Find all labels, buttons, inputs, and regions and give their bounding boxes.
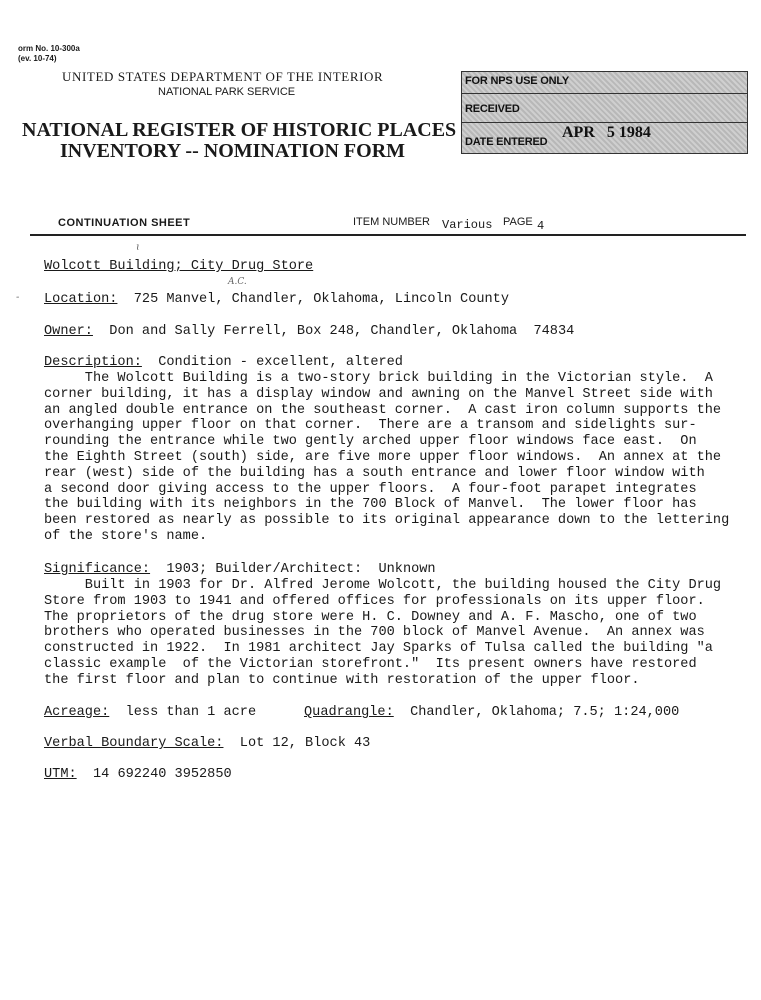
- significance-label: Significance:: [44, 562, 151, 577]
- boundary-row: [44, 736, 370, 751]
- stamp-divider: [462, 93, 747, 94]
- form-title-line2: INVENTORY -- NOMINATION FORM: [60, 140, 406, 162]
- acreage-value: less than 1 acre: [125, 705, 257, 720]
- agency-name: NATIONAL PARK SERVICE: [158, 86, 296, 98]
- acreage-label: Acreage:: [44, 705, 110, 720]
- utm-value: 14 692240 3952850: [92, 767, 232, 782]
- page-number: 4: [537, 219, 545, 233]
- form-number: [18, 44, 80, 64]
- description-value: Condition - excellent, altered: [158, 355, 403, 370]
- boundary-value: Lot 12, Block 43: [239, 736, 371, 751]
- item-number-value: Various: [442, 218, 493, 232]
- significance-row: [44, 562, 436, 577]
- for-nps-use-label: FOR NPS USE ONLY: [465, 75, 569, 87]
- acreage-row: [44, 705, 256, 720]
- nps-use-only-box: [461, 71, 748, 154]
- continuation-sheet-label: CONTINUATION SHEET: [58, 217, 191, 229]
- item-number-label: ITEM NUMBER: [353, 216, 430, 228]
- received-label: RECEIVED: [465, 103, 520, 115]
- significance-value: 1903; Builder/Architect: Unknown: [166, 562, 436, 577]
- location-row: [44, 292, 509, 307]
- utm-label: UTM:: [44, 767, 77, 782]
- stamp-divider: [462, 122, 747, 123]
- utm-row: [44, 767, 232, 782]
- property-name: Wolcott Building; City Drug Store: [44, 259, 314, 274]
- owner-value: Don and Sally Ferrell, Box 248, Chandler, Oklahoma 74834: [109, 324, 575, 339]
- form-number-line1: orm No. 10-300a: [18, 44, 80, 53]
- header-rule: [30, 234, 746, 236]
- page-label: PAGE: [503, 216, 533, 228]
- pencil-mark: ɩ: [136, 242, 140, 253]
- form-number-line2: (ev. 10-74): [18, 54, 57, 63]
- boundary-label: Verbal Boundary Scale:: [44, 736, 224, 751]
- quadrangle-row: [304, 705, 679, 720]
- location-value: 725 Manvel, Chandler, Oklahoma, Lincoln County: [133, 292, 509, 307]
- quadrangle-value: Chandler, Oklahoma; 7.5; 1:24,000: [410, 705, 680, 720]
- date-entered-label: DATE ENTERED: [465, 136, 548, 148]
- description-text: The Wolcott Building is a two-story brick building in the Victorian style. A corner building, it has a display window and awning on the Manvel Street side with an angled double entrance on the southeast corner. A cast iron column supports the overhanging upper floor on that corner. There are a transom and sidelights sur- rounding the entrance while two gently arched upper floor windows face east. On the Eighth Street (south) side, are five more upper floor windows. An annex at the rear (west) side of the building has a south entrance and lower floor window with a second door giving access to the upper floors. A four-foot parapet integrates the building with its neighbors in the 700 Block of Manvel. The lower floor has been restored as nearly as possible to its original appearance down to the lettering of the store's name.: [44, 371, 730, 544]
- description-row: [44, 355, 403, 370]
- location-label: Location:: [44, 292, 118, 307]
- owner-row: [44, 324, 574, 339]
- description-label: Description:: [44, 355, 142, 370]
- significance-text: Built in 1903 for Dr. Alfred Jerome Wolcott, the building housed the City Drug Store from 1903 to 1941 and offered offices for professionals on its upper floor. The proprietors of the drug store were H. C. Downey and A. F. Mascho, one of two brothers who operated businesses in the 700 block of Manvel Avenue. An annex was constructed in 1922. In 1981 architect Jay Sparks of Tulsa called the building "a classic example of the Victorian storefront." Its present owners have restored the first floor and plan to continue with restoration of the upper floor.: [44, 578, 722, 688]
- date-entered-value: APR 5 1984: [562, 124, 651, 141]
- owner-label: Owner:: [44, 324, 93, 339]
- form-title-line1: NATIONAL REGISTER OF HISTORIC PLACES: [22, 119, 457, 141]
- pencil-mark: A.C.: [228, 277, 247, 287]
- quadrangle-label: Quadrangle:: [304, 705, 394, 720]
- pencil-mark: -: [16, 292, 20, 303]
- department-name: UNITED STATES DEPARTMENT OF THE INTERIOR: [62, 69, 384, 84]
